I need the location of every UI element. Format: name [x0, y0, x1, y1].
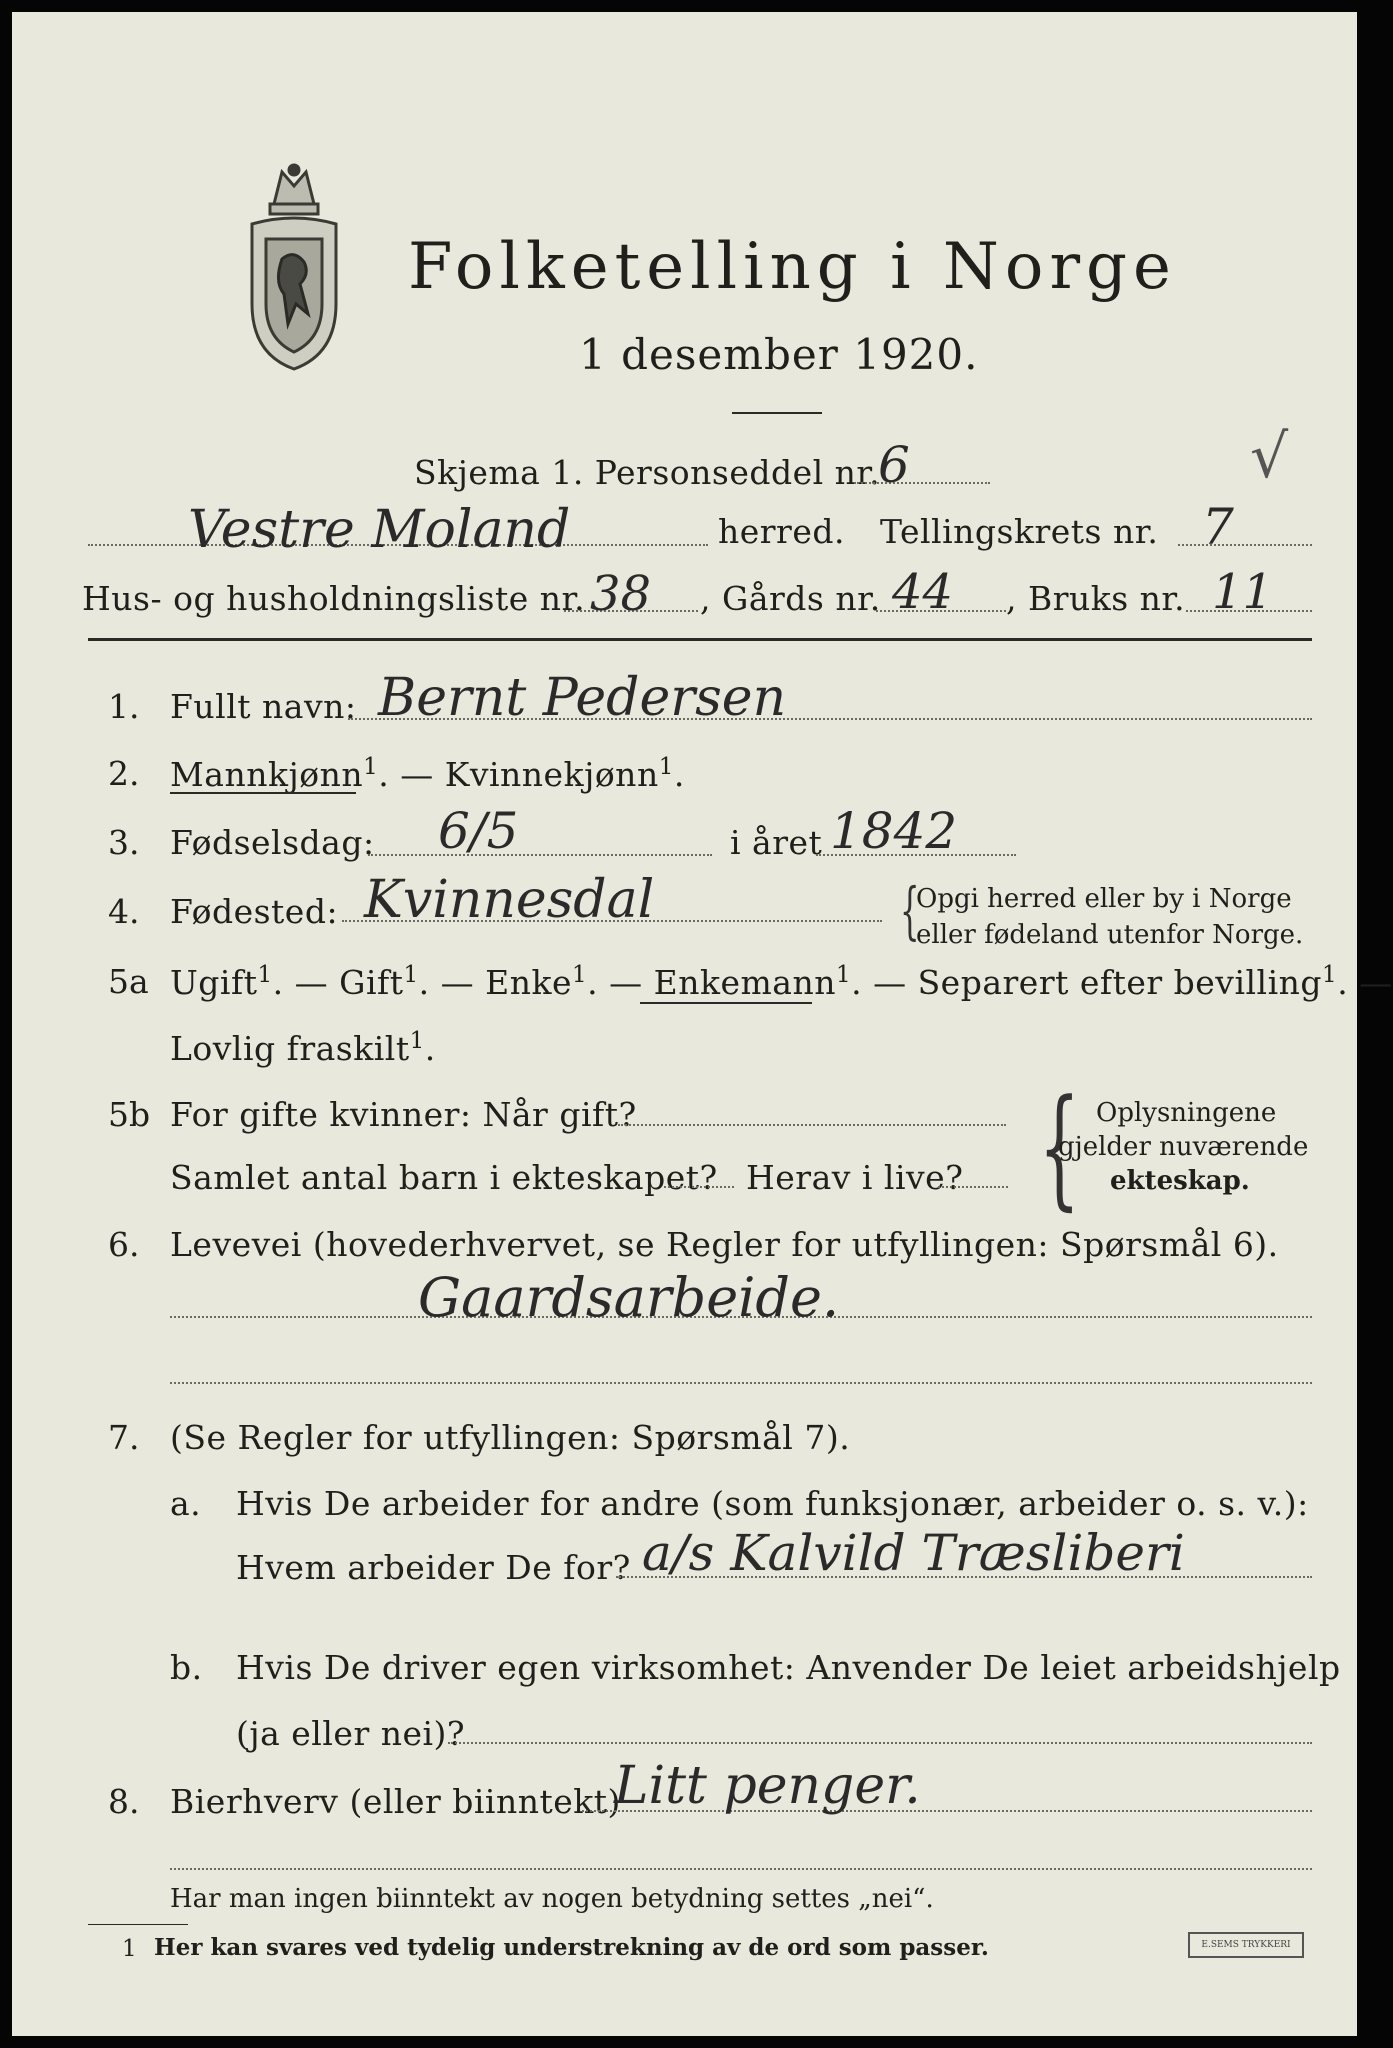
- q1-label: Fullt navn:: [170, 687, 357, 726]
- tellingskrets-field-line: [1178, 544, 1312, 546]
- q6-occupation-value[interactable]: Gaardsarbeide.: [418, 1266, 840, 1329]
- q3-field-line: [368, 854, 712, 856]
- q2-options: Mannkjønn$^1$. — Kvinnekjønn$^1$.: [170, 754, 685, 794]
- q8-number: 8.: [108, 1782, 140, 1821]
- q3-year-value[interactable]: 1842: [830, 802, 958, 860]
- footnote-rule: [88, 1924, 188, 1925]
- q5b-number: 5b: [108, 1095, 151, 1134]
- q6-number: 6.: [108, 1225, 140, 1264]
- tellingskrets-value[interactable]: 7: [1202, 498, 1234, 556]
- husholdningsliste-label: Hus- og husholdningsliste nr.: [82, 579, 586, 618]
- schema-label: Skjema 1. Personseddel nr.: [414, 453, 881, 492]
- footnote-number: 1: [122, 1936, 137, 1962]
- q7a-letter: a.: [170, 1484, 202, 1523]
- gards-label: , Gårds nr.: [700, 579, 881, 618]
- herred-value[interactable]: Vestre Moland: [188, 500, 571, 560]
- bruks-label: , Bruks nr.: [1006, 579, 1186, 618]
- q5b-married-field-line: [618, 1124, 1006, 1126]
- q7-number: 7.: [108, 1418, 140, 1457]
- printer-stamp: E.SEMS TRYKKERI: [1188, 1932, 1304, 1958]
- q8-field-line-2: [170, 1868, 1312, 1870]
- q5b-line1: For gifte kvinner: Når gift?: [170, 1095, 637, 1134]
- census-form: [12, 12, 1393, 2036]
- q5a-number: 5a: [108, 962, 149, 1001]
- q3-year-label: i året: [730, 823, 823, 862]
- q7a-line2: Hvem arbeider De for?: [236, 1548, 631, 1587]
- q3-number: 3.: [108, 823, 140, 862]
- q7a-employer-value[interactable]: a/s Kalvild Træsliberi: [642, 1524, 1185, 1582]
- header-rule: [88, 638, 1312, 641]
- q5b-note-line2: gjelder nuværende: [1058, 1132, 1309, 1162]
- bruks-value[interactable]: 11: [1212, 564, 1274, 620]
- form-date: 1 desember 1920.: [579, 330, 979, 379]
- q5a-ugift-option[interactable]: Ugift: [170, 963, 258, 1002]
- q4-birthplace-value[interactable]: Kvinnesdal: [364, 870, 655, 930]
- q5a-separert-option[interactable]: Separert efter bevilling: [917, 963, 1323, 1002]
- q5a-options: Ugift$^1$. — Gift$^1$. — Enke$^1$. — Enkemann$^1$. — Separert efter bevilling$^1$. —: [170, 962, 1393, 1002]
- personseddel-value[interactable]: 6: [878, 436, 910, 494]
- q5a-enkemann-option[interactable]: Enkemann: [653, 963, 836, 1002]
- q5a-gift-option[interactable]: Gift: [339, 963, 404, 1002]
- q5b-note-line1: Oplysningene: [1096, 1098, 1277, 1128]
- tellingskrets-label: Tellingskrets nr.: [880, 512, 1159, 551]
- form-title: Folketelling i Norge: [408, 230, 1177, 304]
- footnote-text: Her kan svares ved tydelig understrekning av de ord som passer.: [154, 1934, 989, 1961]
- q7b-field-line: [448, 1742, 1312, 1744]
- q3-label: Fødselsdag:: [170, 823, 375, 862]
- personseddel-field-line: [854, 482, 990, 484]
- gards-value[interactable]: 44: [892, 564, 954, 620]
- q5b-alive-field-line: [938, 1186, 1008, 1188]
- q7a-line1: Hvis De arbeider for andre (som funksjonær, arbeider o. s. v.):: [236, 1484, 1309, 1523]
- q5a-fraskilt-option[interactable]: Lovlig fraskilt: [170, 1029, 410, 1068]
- herred-label: herred.: [718, 512, 845, 551]
- q1-name-value[interactable]: Bernt Pedersen: [378, 668, 787, 728]
- q5b-note-line3: ekteskap.: [1110, 1166, 1250, 1196]
- q7b-line1: Hvis De driver egen virksomhet: Anvender De leiet arbeidshjelp: [236, 1648, 1341, 1687]
- q8-label: Bierhverv (eller biinntekt): [170, 1782, 621, 1821]
- q4-note-line1: Opgi herred eller by i Norge: [916, 884, 1292, 914]
- q7b-line2: (ja eller nei)?: [236, 1714, 466, 1753]
- q5a-enke-option[interactable]: Enke: [485, 963, 572, 1002]
- q7-label: (Se Regler for utfyllingen: Spørsmål 7).: [170, 1418, 851, 1457]
- q4-brace: {: [899, 874, 920, 947]
- q2-male-option[interactable]: Mannkjønn: [170, 755, 364, 794]
- q1-number: 1.: [108, 687, 140, 726]
- q5b-children-field-line: [664, 1186, 734, 1188]
- q5a-enkemann-underline: [640, 1002, 812, 1004]
- q2-male-underline: [170, 792, 356, 794]
- q8-sideincome-value[interactable]: Litt penger.: [614, 1756, 921, 1816]
- husholdningsliste-value[interactable]: 38: [590, 566, 652, 622]
- q7b-letter: b.: [170, 1648, 203, 1687]
- q4-number: 4.: [108, 892, 140, 931]
- q2-number: 2.: [108, 754, 140, 793]
- q6-field-line-2: [170, 1382, 1312, 1384]
- q3-birthday-value[interactable]: 6/5: [438, 802, 519, 860]
- q4-note-line2: eller fødeland utenfor Norge.: [916, 920, 1304, 950]
- coat-of-arms-icon: [244, 164, 344, 374]
- footer-note: Har man ingen biinntekt av nogen betydning settes „nei“.: [170, 1884, 934, 1914]
- q5b-line2a: Samlet antal barn i ekteskapet?: [170, 1158, 718, 1197]
- q6-label: Levevei (hovederhvervet, se Regler for utfyllingen: Spørsmål 6).: [170, 1225, 1279, 1264]
- q2-female-option[interactable]: Kvinnekjønn: [444, 755, 659, 794]
- q5b-line2b: Herav i live?: [746, 1158, 964, 1197]
- check-mark: √: [1250, 422, 1289, 492]
- title-divider: [732, 412, 822, 414]
- q5a-line2: Lovlig fraskilt$^1$.: [170, 1028, 436, 1068]
- q4-label: Fødested:: [170, 892, 339, 931]
- q5b-brace: {: [1038, 1071, 1081, 1223]
